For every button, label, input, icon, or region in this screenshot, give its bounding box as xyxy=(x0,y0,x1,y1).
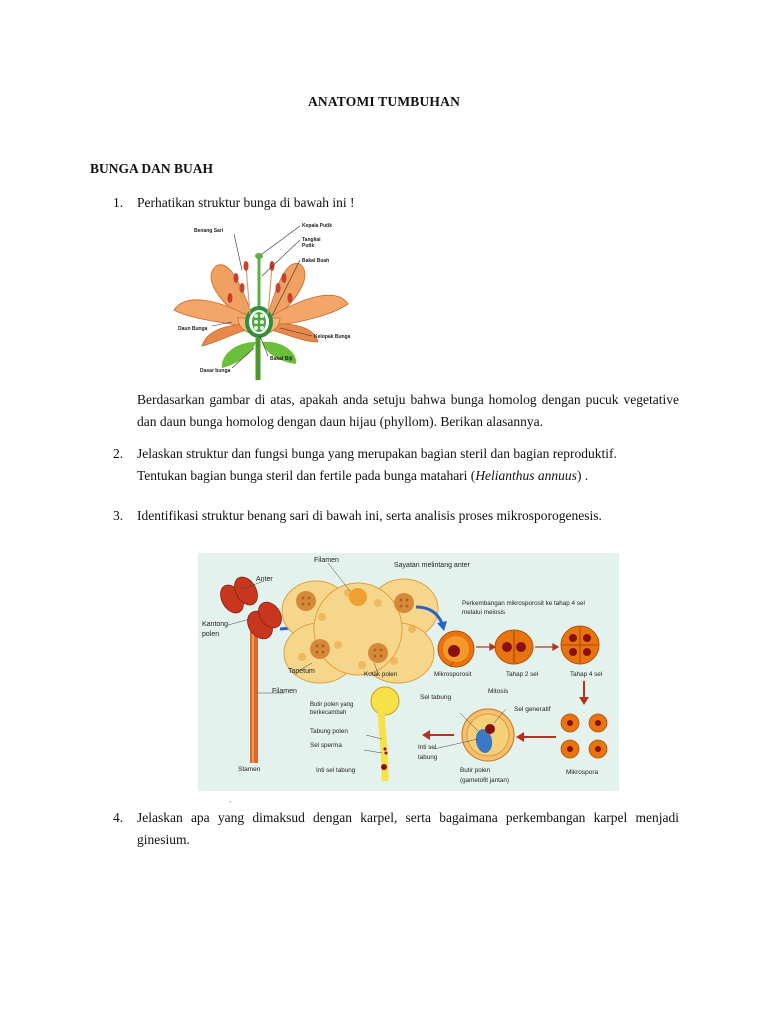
label-inti-sel: Inti sel xyxy=(418,744,437,751)
label-kelopak-bunga: Kelopak Bunga xyxy=(314,334,351,340)
q1-instruction-paragraph: Berdasarkan gambar di atas, apakah anda setuju bahwa bunga homolog dengan pucuk vegetative dan daun bunga homolog dengan daun hijau (phyllom). Berikan alasannya. xyxy=(137,392,679,429)
label-mitosis: Mitosis xyxy=(488,688,509,695)
label-kepala-putik: Kepala Putik xyxy=(302,223,333,229)
question-number: 2. xyxy=(113,446,124,461)
label-bakal-buah: Bakal Buah xyxy=(302,258,330,264)
question-text: Identifikasi struktur benang sari di bawah ini, serta analisis proses mikrosporogenesis. xyxy=(137,508,602,523)
label-butir-berkecambah: Butir polen yang xyxy=(310,702,354,708)
label-sel-generatif: Sel generatif xyxy=(514,706,551,713)
label-sel-tabung: Sel tabung xyxy=(420,694,452,701)
label-kantong: Kantong xyxy=(202,621,229,628)
label-anter: Anter xyxy=(256,576,273,583)
label-mikrosporosit: Mikrosporosit xyxy=(434,671,472,678)
label-putik: Putik xyxy=(302,243,315,249)
label-inti-sel-tabung: Inti sel tabung xyxy=(316,767,356,774)
label-tapetum: Tapetum xyxy=(288,668,315,675)
question-line-2-post: ) . xyxy=(576,468,589,483)
label-sel-sperma: Sel sperma xyxy=(310,742,342,749)
flower-structure-diagram xyxy=(172,218,364,380)
label-tahap-4-sel: Tahap 4 sel xyxy=(570,671,603,678)
label-tabung-polen: Tabung polen xyxy=(310,728,348,735)
page-title: ANATOMI TUMBUHAN xyxy=(307,94,461,109)
question-text: Jelaskan apa yang dimaksud dengan karpel, serta bagaimana perkembangan karpel menjadi ginesium. xyxy=(137,810,679,847)
label-sayatan: Sayatan melintang anter xyxy=(394,562,470,569)
label-perkembangan: Perkembangan mikrosporosit ke tahap 4 sel xyxy=(462,600,585,607)
label-tahap-2-sel: Tahap 2 sel xyxy=(506,671,539,678)
label-mikrospora: Mikrospora xyxy=(566,769,599,776)
label-melalui-meiosis: melalui meiosis xyxy=(462,609,506,616)
question-number: 3. xyxy=(113,508,124,523)
label-polen: polen xyxy=(202,631,220,638)
label-daun-bunga: Daun Bunga xyxy=(178,326,208,332)
section-heading: BUNGA DAN BUAH xyxy=(90,161,214,176)
question-line-1: Jelaskan struktur dan fungsi bunga yang merupakan bagian steril dan bagian reproduktif. xyxy=(137,446,617,461)
label-benang-sari: Benang Sari xyxy=(194,228,224,234)
species-name: Helianthus annuus xyxy=(475,468,577,483)
question-number: 1. xyxy=(113,195,124,210)
label-tabung: tabung xyxy=(418,754,438,761)
question-text xyxy=(137,443,679,487)
question-number: 4. xyxy=(113,810,124,825)
label-stamen: Stamen xyxy=(238,766,261,773)
label-filamen-side: Filamen xyxy=(272,688,297,695)
label-berkecambah: berkecambah xyxy=(310,710,347,716)
question-line-2-pre: Tentukan bagian bunga steril dan fertile pada bunga matahari ( xyxy=(137,468,476,483)
stray-mark: - xyxy=(229,797,232,806)
label-filamen: Filamen xyxy=(314,557,339,564)
question-line-2 xyxy=(137,465,679,487)
label-gametofit: (gametofit jantan) xyxy=(460,777,510,784)
question-text: Perhatikan struktur bunga di bawah ini ! xyxy=(137,195,355,210)
label-butir-polen: Butir polen xyxy=(460,767,491,774)
label-tangkai: Tangkai xyxy=(302,237,321,243)
stamen-microsporogenesis-diagram xyxy=(198,553,619,791)
label-dasar-bunga: Dasar bunga xyxy=(200,368,231,374)
label-kotak-polen: Kotak polen xyxy=(364,671,398,678)
label-bakal-biji: Bakal Biji xyxy=(270,356,293,362)
